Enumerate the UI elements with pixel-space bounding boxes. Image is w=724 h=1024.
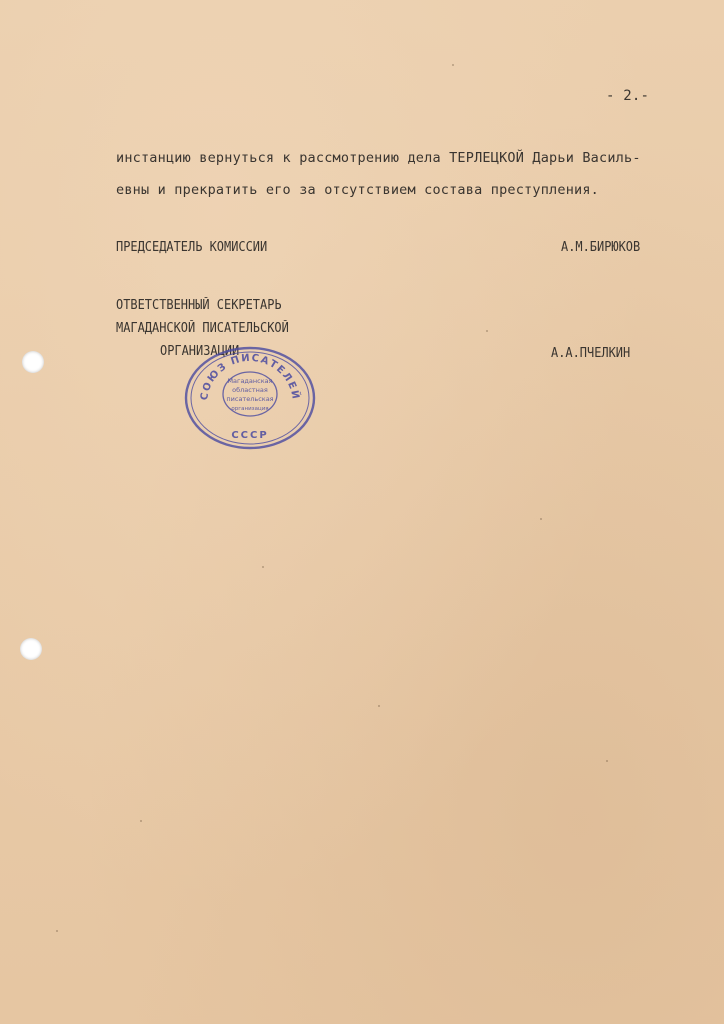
stamp-ring-text: СОЮЗ ПИСАТЕЛЕЙ — [199, 352, 302, 402]
paper-speck — [378, 705, 380, 707]
stamp-center-line-3: писательская — [226, 395, 274, 403]
secretary-title-line-2: МАГАДАНСКОЙ ПИСАТЕЛЬСКОЙ — [116, 321, 289, 336]
stamp-bottom-text: СССР — [231, 430, 269, 441]
chairman-title: ПРЕДСЕДАТЕЛЬ КОМИССИИ — [116, 240, 268, 255]
page-number: - 2.- — [606, 88, 650, 104]
paper-speck — [262, 566, 264, 568]
stamp-center-line-2: областная — [232, 386, 268, 394]
paper-speck — [56, 930, 58, 932]
stamp-center-line-4: организация — [231, 406, 269, 412]
secretary-name: А.А.ПЧЕЛКИН — [551, 346, 631, 361]
paper-speck — [540, 518, 542, 520]
punch-hole-bottom — [20, 638, 42, 660]
stamp-center-line-1: Магаданская — [227, 377, 273, 385]
secretary-title-line-3: ОРГАНИЗАЦИИ — [160, 344, 240, 359]
body-line-1: инстанцию вернуться к рассмотрению дела ТЕРЛЕЦКОЙ Дарьи Василь- — [116, 150, 641, 166]
paper-speck — [606, 760, 608, 762]
punch-hole-top — [22, 351, 44, 373]
organization-stamp — [183, 346, 317, 450]
paper-speck — [452, 64, 454, 66]
body-line-2: евны и прекратить его за отсутствием состава преступления. — [116, 182, 600, 198]
secretary-title-line-1: ОТВЕТСТВЕННЫЙ СЕКРЕТАРЬ — [116, 298, 282, 313]
paper-speck — [486, 330, 488, 332]
chairman-name: А.М.БИРЮКОВ — [561, 240, 641, 255]
paper-speck — [140, 820, 142, 822]
